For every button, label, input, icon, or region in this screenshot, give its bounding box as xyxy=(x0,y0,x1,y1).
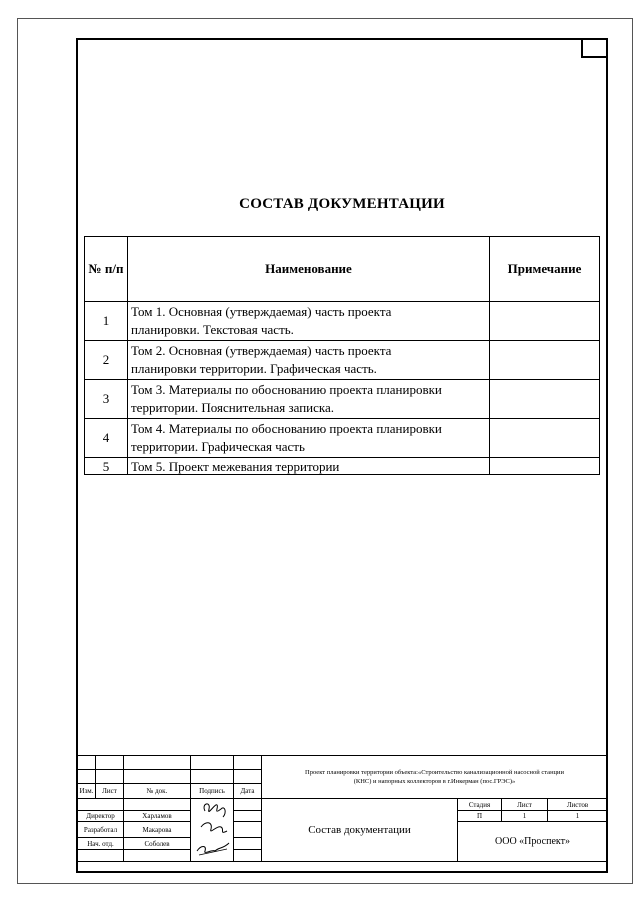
header-num: № п/п xyxy=(85,237,128,302)
row-note xyxy=(490,458,600,475)
page-title: СОСТАВ ДОКУМЕНТАЦИИ xyxy=(239,196,445,212)
row-name-line2: планировки. Текстовая часть. xyxy=(131,322,294,337)
row-name-line1: Том 4. Материалы по обоснованию проекта планировки xyxy=(131,421,442,436)
role-developer: Разработал xyxy=(78,822,124,838)
sheet-value: 1 xyxy=(502,811,548,822)
row-name xyxy=(128,419,490,458)
row-num: 3 xyxy=(85,380,128,419)
col-podpis-label: Подпись xyxy=(191,784,234,799)
role-director: Директор xyxy=(78,811,124,822)
row-num: 1 xyxy=(85,302,128,341)
signatures-image xyxy=(191,799,233,861)
row-name-line1: Том 1. Основная (утверждаемая) часть проекта xyxy=(131,304,392,319)
table-row xyxy=(85,458,600,475)
doc-title: Состав документации xyxy=(262,799,458,862)
col-data-label: Дата xyxy=(234,784,262,799)
stage-value: П xyxy=(458,811,502,822)
row-name xyxy=(128,380,490,419)
row-name-line2: территории. Пояснительная записка. xyxy=(131,400,335,415)
signatures-cell xyxy=(191,799,234,862)
table-row xyxy=(85,419,600,458)
row-num: 5 xyxy=(85,458,128,475)
col-ndok-label: № док. xyxy=(124,784,191,799)
sheets-value: 1 xyxy=(548,811,608,822)
stage-label: Стадия xyxy=(458,799,502,811)
table-header-row xyxy=(85,237,600,302)
title-block xyxy=(77,755,608,862)
row-name-line2: территории. Графическая часть xyxy=(131,439,305,454)
role-head: Нач. отд. xyxy=(78,838,124,850)
sheets-label: Листов xyxy=(548,799,608,811)
col-list-label: Лист xyxy=(96,784,124,799)
project-name-line1: Проект планировки территории объекта:«Строительство канализационной насосной станции xyxy=(305,769,564,776)
header-name: Наименование xyxy=(128,237,490,302)
row-note xyxy=(490,302,600,341)
header-note: Примечание xyxy=(490,237,600,302)
row-name: Том 5. Проект межевания территории xyxy=(128,458,490,475)
row-name-line1: Том 3. Материалы по обоснованию проекта планировки xyxy=(131,382,442,397)
name-director: Харламов xyxy=(124,811,191,822)
corner-box xyxy=(581,39,608,58)
project-name-line2: (КНС) и напорных коллекторов в г.Инкерман (пос.ГРЭС)» xyxy=(353,778,516,785)
row-note xyxy=(490,341,600,380)
row-num: 4 xyxy=(85,419,128,458)
row-name-line1: Том 2. Основная (утверждаемая) часть проекта xyxy=(131,343,392,358)
row-num: 2 xyxy=(85,341,128,380)
company-name: ООО «Проспект» xyxy=(458,822,608,862)
table-row xyxy=(85,380,600,419)
row-name xyxy=(128,302,490,341)
project-name-cell xyxy=(262,756,608,799)
table-row xyxy=(85,302,600,341)
documents-table xyxy=(84,236,600,475)
row-note xyxy=(490,380,600,419)
name-head: Соболев xyxy=(124,838,191,850)
name-developer: Макарова xyxy=(124,822,191,838)
col-izm-label: Изм. xyxy=(78,784,96,799)
row-note xyxy=(490,419,600,458)
table-row xyxy=(85,341,600,380)
row-name xyxy=(128,341,490,380)
row-name-line2: планировки территории. Графическая часть. xyxy=(131,361,377,376)
sheet-label: Лист xyxy=(502,799,548,811)
